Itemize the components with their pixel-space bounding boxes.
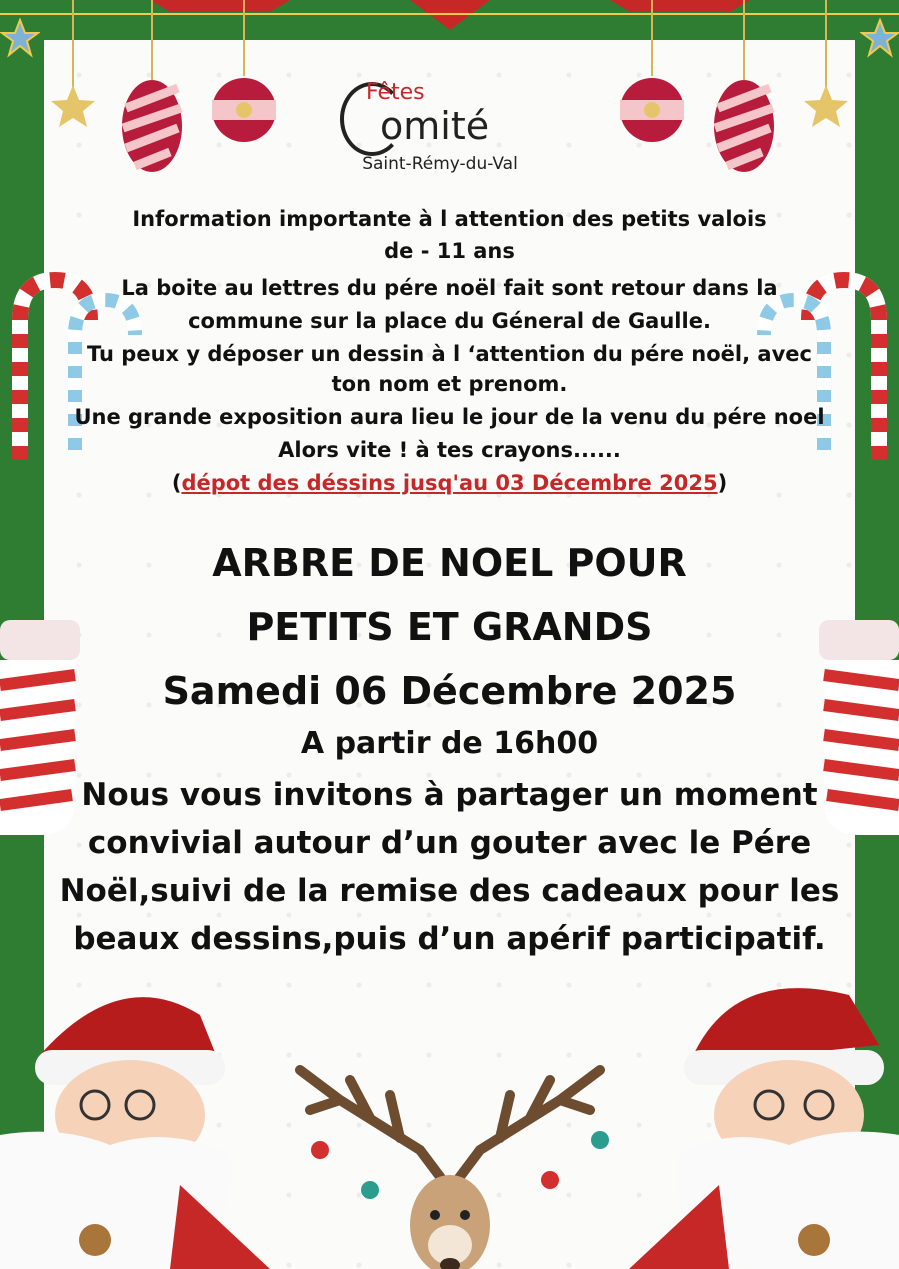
santa-icon [629,955,899,1269]
star-icon [0,18,40,58]
logo-place: Saint-Rémy-du-Val [362,154,518,174]
info-line-2: de - 11 ans [384,239,515,263]
event-title-2: PETITS ET GRANDS [246,605,653,649]
info-line-4: commune sur la place du Géneral de Gaulle. [188,309,711,333]
hanging-ornaments-left [40,0,300,190]
invite-line-4: beaux dessins,puis d’un apérif participatif. [73,921,826,957]
santa-icon [0,955,270,1269]
deadline-text: dépot des déssins jusq'au 03 Décembre 2025 [181,471,718,495]
star-icon [860,18,899,58]
event-time: A partir de 16h00 [300,726,599,761]
info-line-7: Une grande exposition aura lieu le jour de la venu du pére noel [74,405,825,429]
deadline-close: ) [717,471,728,495]
event-date: Samedi 06 Décembre 2025 [162,669,737,713]
event-title-1: ARBRE DE NOEL POUR [212,541,687,585]
logo-comite: omité [380,104,490,148]
invite-line-2: convivial autour d’un gouter avec le Pére [87,825,812,861]
info-line-5: Tu peux y déposer un dessin à l ‘attention du pére noël, avec [87,342,812,366]
deadline-line [44,468,855,499]
invite-line-3: Noël,suivi de la remise des cadeaux pour les [59,873,840,909]
info-line-6: ton nom et prenom. [331,372,568,396]
info-line-8: Alors vite ! à tes crayons...... [278,438,621,462]
reindeer-icon [220,1040,680,1269]
deadline-open: ( [171,471,182,495]
invite-line-1: Nous vous invitons à partager un moment [81,777,818,813]
info-line-1: Information importante à l attention des petits valois [132,207,767,231]
logo-fetes: Fêtes [366,80,425,105]
comite-logo [340,78,560,178]
hanging-ornaments-right [600,0,860,190]
info-line-3: La boite au lettres du pére noël fait sont retour dans la [121,276,778,300]
